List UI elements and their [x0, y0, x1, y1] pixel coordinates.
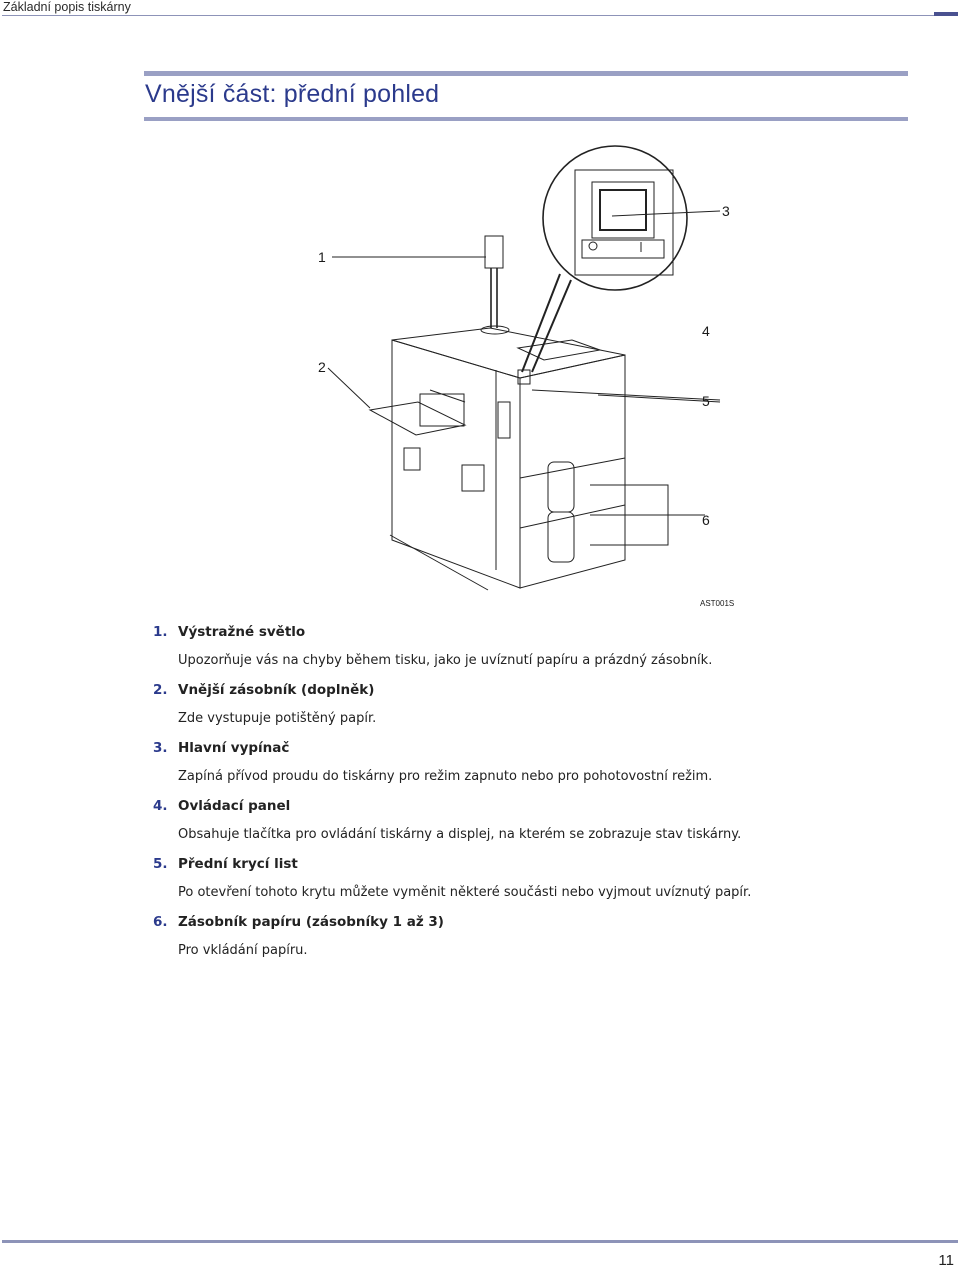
list-item: [153, 740, 893, 787]
item-title: Zásobník papíru (zásobníky 1 až 3): [178, 914, 444, 930]
item-number: 2.: [153, 682, 168, 698]
item-description: Upozorňuje vás na chyby během tisku, jako je uvíznutí papíru a prázdný zásobník.: [178, 653, 713, 668]
item-title: Přední krycí list: [178, 856, 298, 872]
running-header-title: Základní popis tiskárny: [3, 0, 131, 14]
callout-1: 1: [318, 249, 326, 265]
item-number: 5.: [153, 856, 168, 872]
item-number: 1.: [153, 624, 168, 640]
item-title: Ovládací panel: [178, 798, 291, 814]
item-description: Zde vystupuje potištěný papír.: [178, 711, 377, 726]
callout-4: 4: [702, 323, 710, 339]
item-number: 3.: [153, 740, 168, 756]
figure-code: AST001S: [700, 599, 735, 608]
list-item: [153, 624, 893, 671]
item-title: Hlavní vypínač: [178, 740, 290, 756]
item-description: Zapíná přívod proudu do tiskárny pro režim zapnuto nebo pro pohotovostní režim.: [178, 769, 713, 784]
leader-4: [532, 390, 720, 400]
item-heading: [153, 856, 893, 874]
leader-2: [328, 368, 370, 408]
list-item: [153, 856, 893, 903]
printer-top: [392, 328, 625, 378]
item-description: Obsahuje tlačítka pro ovládání tiskárny a displej, na kterém se zobrazuje stav tiskárny.: [178, 827, 742, 842]
item-heading: [153, 624, 893, 642]
title-top-rule: [144, 71, 908, 76]
item-title: Vnější zásobník (doplněk): [178, 682, 375, 698]
zoom-circle: [543, 146, 687, 290]
printer-left-side: [392, 340, 520, 588]
callout-5: 5: [702, 393, 710, 409]
power-symbol: [589, 242, 597, 250]
warning-light: [485, 236, 503, 268]
list-item: [153, 798, 893, 845]
list-item: [153, 682, 893, 729]
output-tray: [370, 402, 465, 435]
footer-rule: [2, 1240, 958, 1243]
callout-2: 2: [318, 359, 326, 375]
item-title: Výstražné světlo: [178, 624, 306, 640]
item-number: 6.: [153, 914, 168, 930]
item-heading: [153, 798, 893, 816]
leader-3: [612, 211, 720, 216]
item-heading: [153, 682, 893, 700]
panel-outline: [575, 170, 673, 275]
page-title: Vnější část: přední pohled: [145, 80, 440, 108]
header-rule: [2, 15, 958, 16]
panel-screen: [600, 190, 646, 230]
item-number: 4.: [153, 798, 168, 814]
running-header: [0, 0, 960, 18]
item-heading: [153, 914, 893, 932]
item-heading: [153, 740, 893, 758]
title-bottom-rule: [144, 117, 908, 121]
printer-figure: [300, 140, 740, 610]
printer-illustration: [300, 140, 740, 610]
callout-3: 3: [722, 203, 730, 219]
list-item: [153, 914, 893, 961]
item-description: Pro vkládání papíru.: [178, 943, 308, 958]
item-list: [153, 624, 893, 972]
callout-6: 6: [702, 512, 710, 528]
header-tab-marker: [934, 12, 958, 16]
item-description: Po otevření tohoto krytu můžete vyměnit některé součásti nebo vyjmout uvíznutý papír.: [178, 885, 752, 900]
page-number: 11: [938, 1252, 954, 1269]
